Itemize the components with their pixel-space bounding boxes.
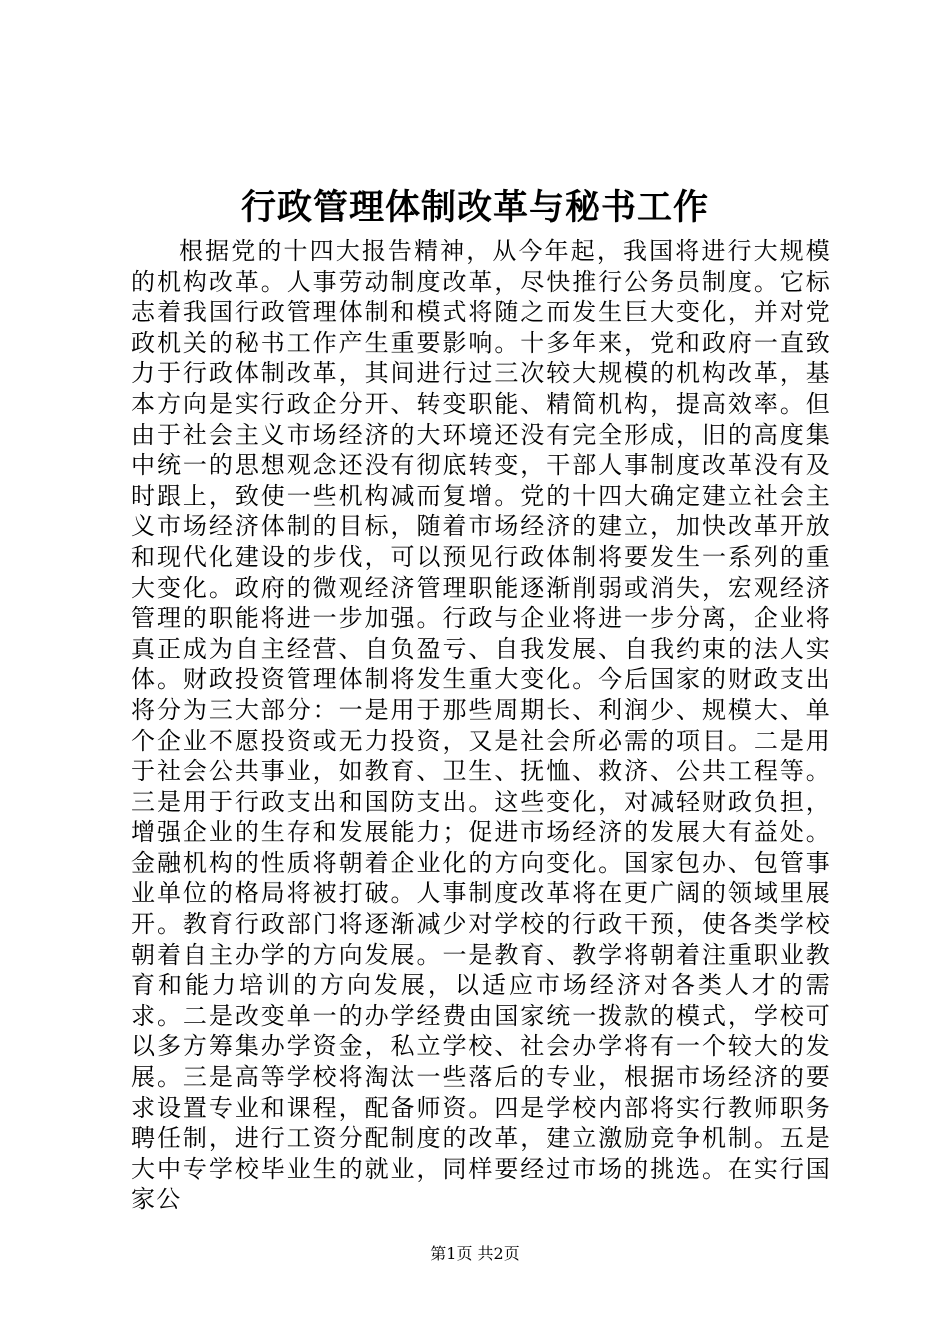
body-paragraph: 根据党的十四大报告精神，从今年起，我国将进行大规模的机构改革。人事劳动制度改革，尽快推行公务员制度。它标志着我国行政管理体制和模式将随之而发生巨大变化，并对党政机关的秘书工作产生重要影响。十多年来，党和政府一直致力于行政体制改革，其间进行过三次较大规模的机构改革，基本方向是实行政企分开、转变职能、精简机构，提高效率。但由于社会主义市场经济的大环境还没有完全形成，旧的高度集中统一的思想观念还没有彻底转变，干部人事制度改革没有及时跟上，致使一些机构减而复增。党的十四大确定建立社会主义市场经济体制的目标，随着市场经济的建立，加快改革开放和现代化建设的步伐，可以预见行政体制将要发生一系列的重大变化。政府的微观经济管理职能逐渐削弱或消失，宏观经济管理的职能将进一步加强。行政与企业将进一步分离，企业将真正成为自主经营、自负盈亏、自我发展、自我约束的法人实体。财政投资管理体制将发生重大变化。今后国家的财政支出将分为三大部分：一是用于那些周期长、利润少、规模大、单个企业不愿投资或无力投资，又是社会所必需的项目。二是用于社会公共事业，如教育、卫生、抚恤、救济、公共工程等。三是用于行政支出和国防支出。这些变化，对减轻财政负担，增强企业的生存和发展能力；促进市场经济的发展大有益处。金融机构的性质将朝着企业化的方向变化。国家包办、包管事业单位的格局将被打破。人事制度改革将在更广阔的领域里展开。教育行政部门将逐渐减少对学校的行政干预，使各类学校朝着自主办学的方向发展。一是教育、教学将朝着注重职业教育和能力培训的方向发展，以适应市场经济对各类人才的需求。二是改变单一的办学经费由国家统一拨款的模式，学校可以多方筹集办学资金，私立学校、社会办学将有一个较大的发展。三是高等学校将淘汰一些落后的专业，根据市场经济的要求设置专业和课程，配备师资。四是学校内部将实行教师职务聘任制，进行工资分配制度的改革，建立激励竞争机制。五是大中专学校毕业生的就业，同样要经过市场的挑选。在实行国家公 [131, 237, 831, 1214]
document-title: 行政管理体制改革与秘书工作 [240, 187, 709, 228]
page-footer: 第1页 共2页 [430, 1244, 520, 1263]
